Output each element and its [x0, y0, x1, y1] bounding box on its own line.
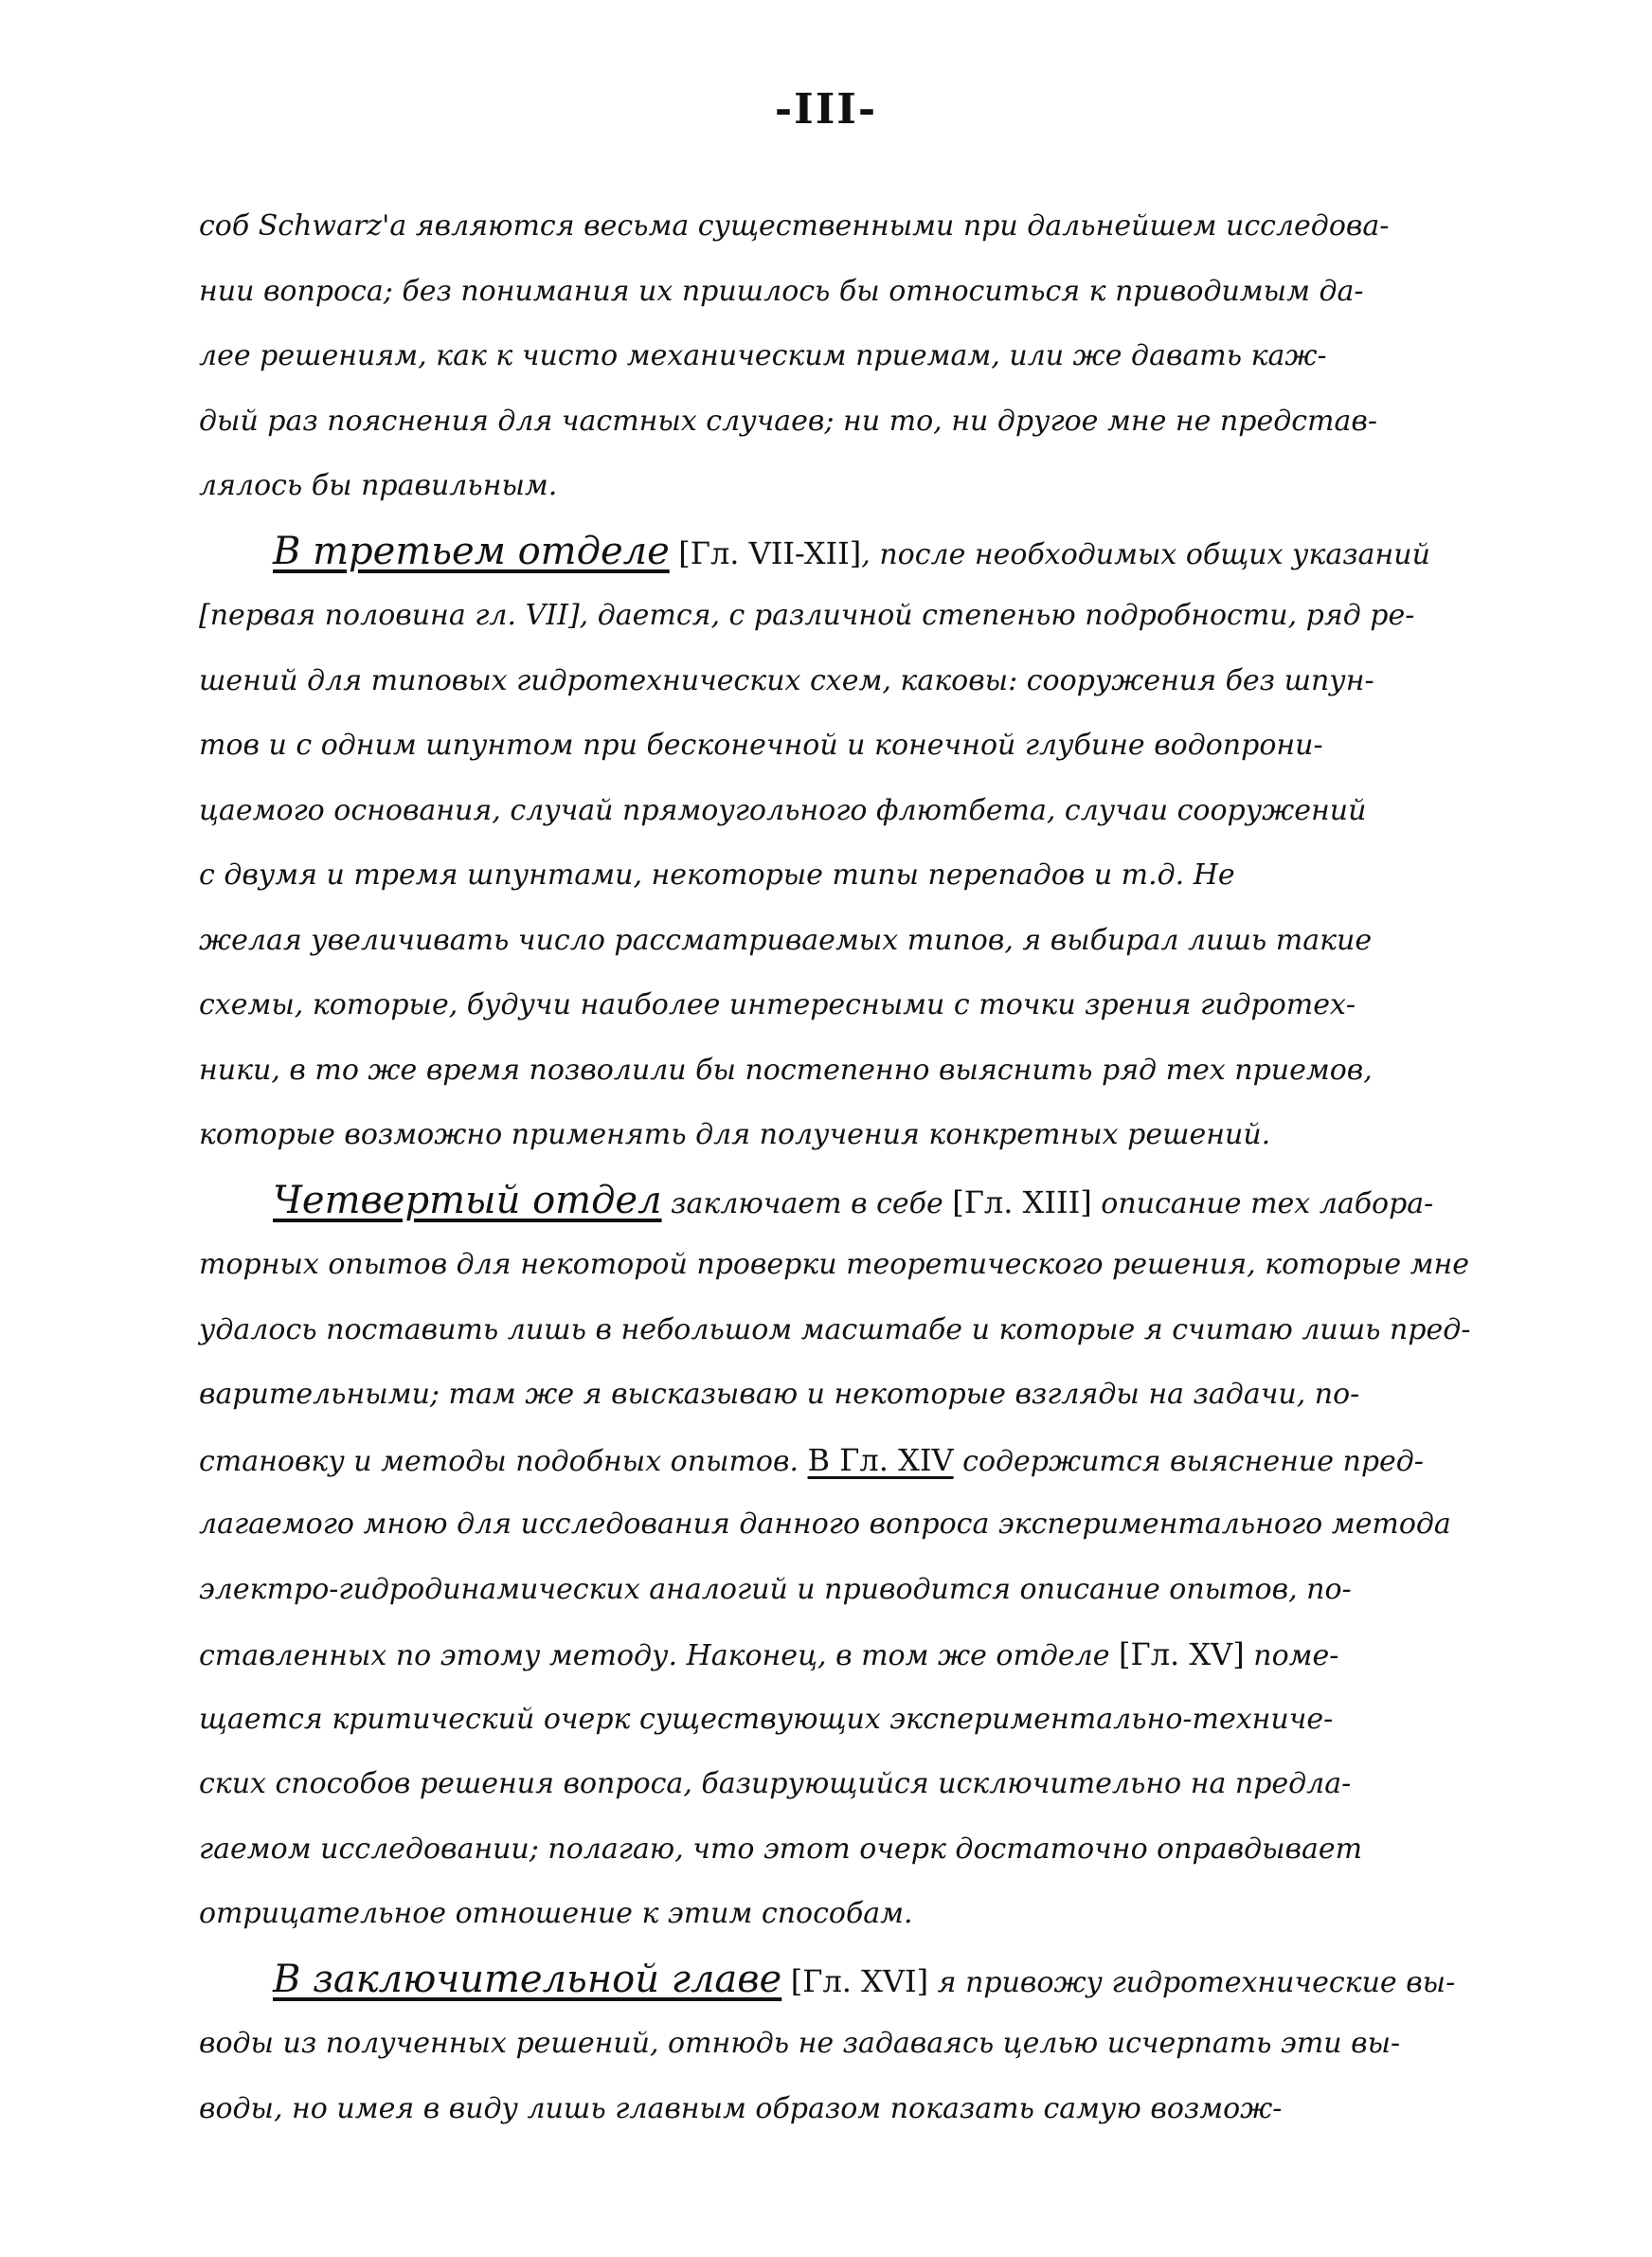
text-line: [первая половина гл. VII], дается, с различной степенью подробности, ряд ре- [199, 599, 1415, 632]
paragraph-final-chapter-start [199, 1947, 1468, 2013]
text-line: щается критический очерк существующих экспериментально-техниче- [199, 1702, 1334, 1736]
paragraph-third-section-start [199, 519, 1468, 585]
text-line: которые возможно применять для получения конкретных решений. [199, 1118, 1271, 1151]
text-line: удалось поставить лишь в небольшом масштабе и которые я считаю лишь пред- [199, 1312, 1471, 1346]
text-line: нии вопроса; без понимания их пришлось бы относиться к приводимым да- [199, 274, 1364, 308]
text-fragment: я привожу гидротехнические вы- [928, 1965, 1456, 1999]
text-line-with-reference [199, 1622, 1468, 1688]
text-fragment: , после необходимых общих указаний [861, 537, 1430, 571]
text-line: желая увеличивать число рассматриваемых типов, я выбирал лишь такие [199, 923, 1373, 957]
text-line: воды, но имея в виду лишь главным образом показать самую возмож- [199, 2091, 1283, 2125]
text-line: лее решениям, как к чисто механическим приемам, или же давать каж- [199, 339, 1327, 372]
text-fragment: содержится выяснение пред- [953, 1444, 1424, 1478]
text-line: варительными; там же я высказываю и некоторые взгляды на задачи, по- [199, 1378, 1360, 1411]
text-fragment: ставленных по этому методу. Наконец, в том же отделе [199, 1639, 1120, 1672]
page-number: -III- [774, 85, 878, 134]
text-line: цаемого основания, случай прямоугольного флютбета, случаи сооружений [199, 793, 1367, 827]
chapter-reference: В Гл. XIV [807, 1441, 954, 1478]
text-line: отрицательное отношение к этим способам. [199, 1897, 913, 1930]
text-line: с двумя и тремя шпунтами, некоторые типы перепадов и т.д. Не [199, 858, 1235, 892]
text-line: дый раз пояснения для частных случаев; ни то, ни другое мне не представ- [199, 404, 1377, 438]
chapter-reference: [Гл. XV] [1119, 1636, 1245, 1672]
text-line: схемы, которые, будучи наиболее интересными с точки зрения гидротех- [199, 988, 1356, 1021]
text-fragment: описание тех лабора- [1091, 1186, 1434, 1220]
text-fragment: становку и методы подобных опытов. [199, 1444, 808, 1478]
paragraph-fourth-section-start [199, 1168, 1468, 1234]
text-fragment: заключает в себе [661, 1186, 953, 1220]
text-line: ских способов решения вопроса, базирующийся исключительно на предла- [199, 1767, 1352, 1800]
text-line: лялось бы правильным. [199, 469, 558, 502]
chapter-reference: [Гл. VII-XII] [678, 534, 862, 571]
text-line-with-reference [199, 1428, 1468, 1493]
text-line: соб Schwarz'a являются весьма существенными при дальнейшем исследова- [199, 209, 1390, 243]
text-line: тов и с одним шпунтом при бесконечной и конечной глубине водопрони- [199, 729, 1323, 762]
text-fragment: поме- [1244, 1639, 1339, 1672]
paragraph-lead: В третьем отделе [273, 529, 670, 573]
chapter-reference: [Гл. XVI] [790, 1962, 929, 1999]
paragraph-lead: В заключительной главе [273, 1957, 782, 2001]
text-line: торных опытов для некоторой проверки теоретического решения, которые мне [199, 1248, 1469, 1281]
text-line: ники, в то же время позволили бы постепенно выяснить ряд тех приемов, [199, 1053, 1373, 1087]
text-line: гаемом исследовании; полагаю, что этот очерк достаточно оправдывает [199, 1832, 1363, 1866]
chapter-reference: [Гл. XIII] [952, 1183, 1092, 1220]
text-line: лагаемого мною для исследования данного вопроса экспериментального метода [199, 1508, 1451, 1541]
text-line: воды из полученных решений, отнюдь не задаваясь целью исчерпать эти вы- [199, 2027, 1401, 2060]
paragraph-lead: Четвертый отдел [273, 1178, 662, 1222]
text-line: электро-гидродинамических аналогий и приводится описание опытов, по- [199, 1572, 1352, 1606]
text-line: шений для типовых гидротехнических схем, каковы: сооружения без шпун- [199, 663, 1374, 697]
text-body [199, 194, 1471, 2141]
